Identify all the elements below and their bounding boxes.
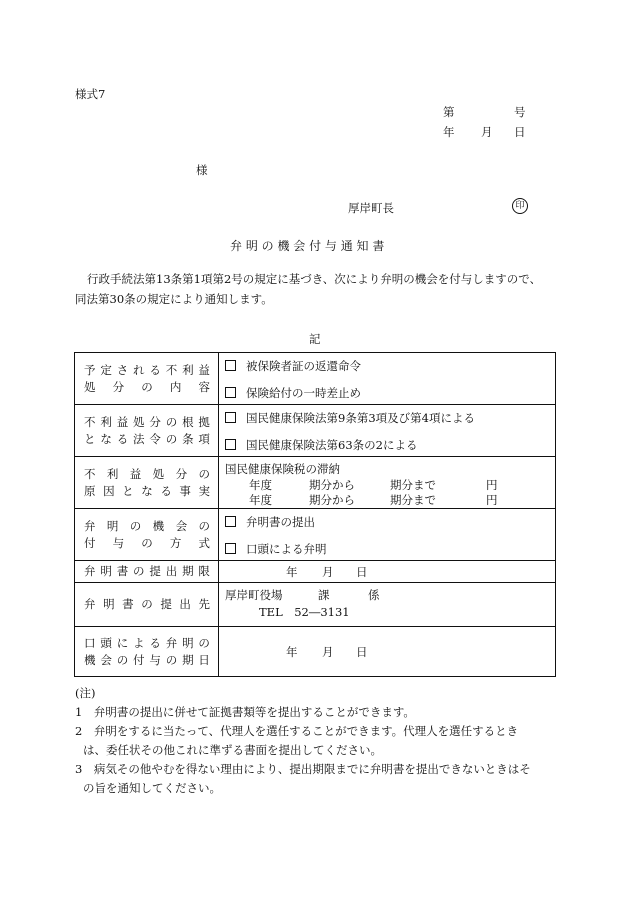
- period-to: 期分まで: [390, 493, 436, 507]
- row-value: [219, 353, 556, 405]
- cause-heading: 国民健康保険税の滞納: [225, 462, 340, 476]
- label-line: 処 分 の 内 容: [84, 379, 210, 394]
- label-line: 不 利 益 処 分 の: [84, 466, 210, 481]
- fiscal-year: 年度: [249, 493, 272, 507]
- checkbox[interactable]: [225, 412, 236, 423]
- office-phone: TEL 52―3131: [259, 605, 350, 619]
- label-line: 機 会 の 付 与 の 期 日: [84, 652, 210, 667]
- row-value: [219, 561, 556, 583]
- row-value: [219, 405, 556, 457]
- row-legal-basis: [75, 405, 556, 457]
- row-disposition-content: [75, 353, 556, 405]
- row-value: [219, 627, 556, 677]
- option-label: 口頭による弁明: [246, 542, 327, 556]
- oral-year: 年: [286, 645, 298, 659]
- row-value: [219, 457, 556, 509]
- oral-month: 月: [322, 645, 334, 659]
- period-from: 期分から: [309, 493, 355, 507]
- option-label: 弁明書の提出: [246, 515, 315, 529]
- row-oral-date: [75, 627, 556, 677]
- option-label: 保険給付の一時差止め: [246, 386, 361, 400]
- row-label: [75, 561, 219, 583]
- date-year: 年: [443, 125, 455, 139]
- row-label: [75, 583, 219, 627]
- checkbox[interactable]: [225, 516, 236, 527]
- yen-unit: 円: [486, 478, 498, 492]
- yen-unit: 円: [486, 493, 498, 507]
- office-name: 厚岸町役場: [225, 588, 283, 602]
- checkbox[interactable]: [225, 387, 236, 398]
- label-line: 不 利 益 処 分 の 根 拠: [84, 414, 210, 429]
- date-month: 月: [481, 125, 493, 139]
- label-line: 原 因 と な る 事 実: [84, 483, 210, 498]
- deadline-year: 年: [286, 565, 298, 579]
- checkbox[interactable]: [225, 543, 236, 554]
- oral-day: 日: [356, 645, 368, 659]
- checkbox[interactable]: [225, 439, 236, 450]
- row-cause-facts: [75, 457, 556, 509]
- note-item: 3 病気その他やむを得ない理由により、提出期限までに弁明書を提出できないときはそ: [75, 762, 531, 776]
- period-to: 期分まで: [390, 478, 436, 492]
- checkbox[interactable]: [225, 360, 236, 371]
- doc-number-prefix: 第: [443, 105, 455, 119]
- period-from: 期分から: [309, 478, 355, 492]
- label-line: と な る 法 令 の 条 項: [84, 431, 210, 446]
- deadline-day: 日: [356, 565, 368, 579]
- label-line: 弁 明 書 の 提 出 期 限: [84, 564, 210, 578]
- form-number: 様式7: [75, 87, 106, 101]
- label-line: 口 頭 に よ る 弁 明 の: [84, 635, 210, 650]
- fiscal-year: 年度: [249, 478, 272, 492]
- date-day: 日: [514, 125, 526, 139]
- row-label: [75, 509, 219, 561]
- intro-line-1: 行政手続法第13条第1項第2号の規定に基づき、次により弁明の機会を付与しますので、: [87, 272, 542, 286]
- label-line: 予 定 さ れ る 不 利 益: [84, 362, 210, 377]
- note-item: 2 弁明をするに当たって、代理人を選任することができます。代理人を選任するとき: [75, 724, 519, 738]
- row-value: [219, 583, 556, 627]
- seal-mark: 印: [512, 198, 528, 214]
- intro-line-2: 同法第30条の規定により通知します。: [75, 292, 273, 306]
- subsection-suffix: 係: [368, 588, 380, 602]
- section-suffix: 課: [318, 588, 330, 602]
- doc-number-suffix: 号: [514, 105, 526, 119]
- notes-heading: (注): [75, 686, 96, 700]
- note-item: の旨を通知してください。: [83, 781, 221, 795]
- note-item: 1 弁明書の提出に併せて証拠書類等を提出することができます。: [75, 705, 415, 719]
- label-line: 弁 明 書 の 提 出 先: [84, 597, 210, 611]
- document-title: 弁 明 の 機 会 付 与 通 知 書: [230, 239, 385, 253]
- note-item: は、委任状その他これに準ずる書面を提出してください。: [83, 743, 382, 757]
- ki-label: 記: [309, 332, 321, 346]
- deadline-month: 月: [322, 565, 334, 579]
- addressee-suffix: 様: [196, 163, 208, 177]
- sender-name: 厚岸町長: [348, 201, 394, 215]
- row-label: [75, 353, 219, 405]
- option-label: 国民健康保険法第63条の2による: [246, 438, 418, 452]
- option-label: 国民健康保険法第9条第3項及び第4項による: [246, 411, 475, 425]
- notice-table: [74, 352, 556, 677]
- row-deadline: [75, 561, 556, 583]
- notes-section: [75, 684, 555, 798]
- row-value: [219, 509, 556, 561]
- row-label: [75, 627, 219, 677]
- label-line: 弁 明 の 機 会 の: [84, 518, 210, 533]
- label-line: 付 与 の 方 式: [84, 535, 210, 550]
- row-submission-place: [75, 583, 556, 627]
- row-label: [75, 457, 219, 509]
- row-method: [75, 509, 556, 561]
- row-label: [75, 405, 219, 457]
- option-label: 被保険者証の返還命令: [246, 359, 361, 373]
